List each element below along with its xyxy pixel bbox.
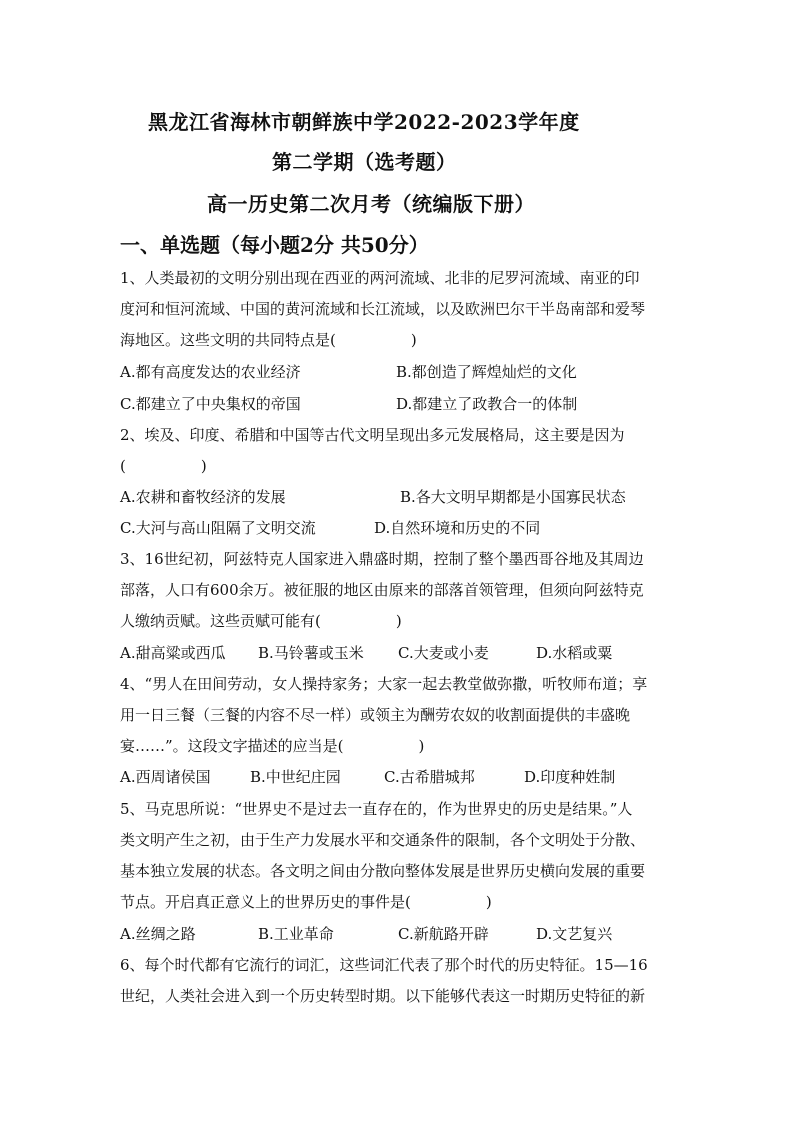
question-4-option-a: A.西周诸侯国 (120, 768, 211, 786)
question-1-line-2: 度河和恒河流域、中国的黄河流域和长江流域，以及欧洲巴尔干半岛南部和爱琴 (120, 300, 646, 318)
question-5-option-b: B.工业革命 (258, 925, 334, 943)
question-4-line-1: 4、“男人在田间劳动，女人操持家务；大家一起去教堂做弥撒，听牧师布道；享 (120, 675, 648, 693)
question-2-line-2: ( ) (120, 457, 207, 475)
question-1-line-3: 海地区。这些文明的共同特点是( ) (120, 331, 417, 349)
question-4-option-c: C.古希腊城邦 (384, 768, 475, 786)
exam-title-line-1: 黑龙江省海林市朝鲜族中学2022-2023学年度 (148, 110, 580, 134)
question-5-option-d: D.文艺复兴 (536, 925, 613, 943)
question-1-option-c: C.都建立了中央集权的帝国 (120, 395, 301, 413)
question-2-option-c: C.大河与高山阻隔了文明交流 (120, 519, 316, 537)
question-4-line-2: 用一日三餐（三餐的内容不尽一样）或领主为酬劳农奴的收割面提供的丰盛晚 (120, 706, 631, 724)
question-2-option-b: B.各大文明早期都是小国寡民状态 (400, 488, 626, 506)
question-1-option-a: A.都有高度发达的农业经济 (120, 363, 301, 381)
exam-title-line-2: 第二学期（选考题） (272, 150, 457, 174)
question-5-line-3: 基本独立发展的状态。各文明之间由分散向整体发展是世界历史横向发展的重要 (120, 862, 646, 880)
question-3-option-d: D.水稻或粟 (536, 644, 613, 662)
question-5-line-2: 类文明产生之初，由于生产力发展水平和交通条件的限制，各个文明处于分散、 (120, 831, 646, 849)
question-3-option-a: A.甜高粱或西瓜 (120, 644, 226, 662)
exam-title-line-3: 高一历史第二次月考（统编版下册） (207, 192, 535, 216)
question-3-line-2: 部落，人口有600余万。被征服的地区由原来的部落首领管理，但须向阿兹特克 (120, 581, 644, 599)
section-heading: 一、单选题（每小题2分 共50分） (120, 233, 429, 257)
question-4-option-d: D.印度种姓制 (524, 768, 616, 786)
question-5-option-c: C.新航路开辟 (398, 925, 489, 943)
question-4-line-3: 宴……”。这段文字描述的应当是( ) (120, 737, 425, 755)
question-3-option-b: B.马铃薯或玉米 (258, 644, 364, 662)
question-5-option-a: A.丝绸之路 (120, 925, 196, 943)
question-5-line-4: 节点。开启真正意义上的世界历史的事件是( ) (120, 893, 492, 911)
question-1-line-1: 1、人类最初的文明分别出现在西亚的两河流域、北非的尼罗河流域、南亚的印 (120, 269, 640, 287)
question-1-option-b: B.都创造了辉煌灿烂的文化 (396, 363, 577, 381)
question-2-option-a: A.农耕和畜牧经济的发展 (120, 488, 286, 506)
question-2-line-1: 2、埃及、印度、希腊和中国等古代文明呈现出多元发展格局，这主要是因为 (120, 426, 625, 444)
question-3-option-c: C.大麦或小麦 (398, 644, 489, 662)
question-4-option-b: B.中世纪庄园 (250, 768, 341, 786)
question-3-line-3: 人缴纳贡赋。这些贡赋可能有( ) (120, 612, 402, 630)
question-5-line-1: 5、马克思所说：“世界史不是过去一直存在的，作为世界史的历史是结果。”人 (120, 800, 633, 818)
question-6-line-1: 6、每个时代都有它流行的词汇，这些词汇代表了那个时代的历史特征。15—16 (120, 956, 648, 974)
question-3-line-1: 3、16世纪初，阿兹特克人国家进入鼎盛时期，控制了整个墨西哥谷地及其周边 (120, 550, 644, 568)
question-1-option-d: D.都建立了政教合一的体制 (396, 395, 578, 413)
question-2-option-d: D.自然环境和历史的不同 (374, 519, 541, 537)
question-6-line-2: 世纪，人类社会进入到一个历史转型时期。以下能够代表这一时期历史特征的新 (120, 987, 646, 1005)
